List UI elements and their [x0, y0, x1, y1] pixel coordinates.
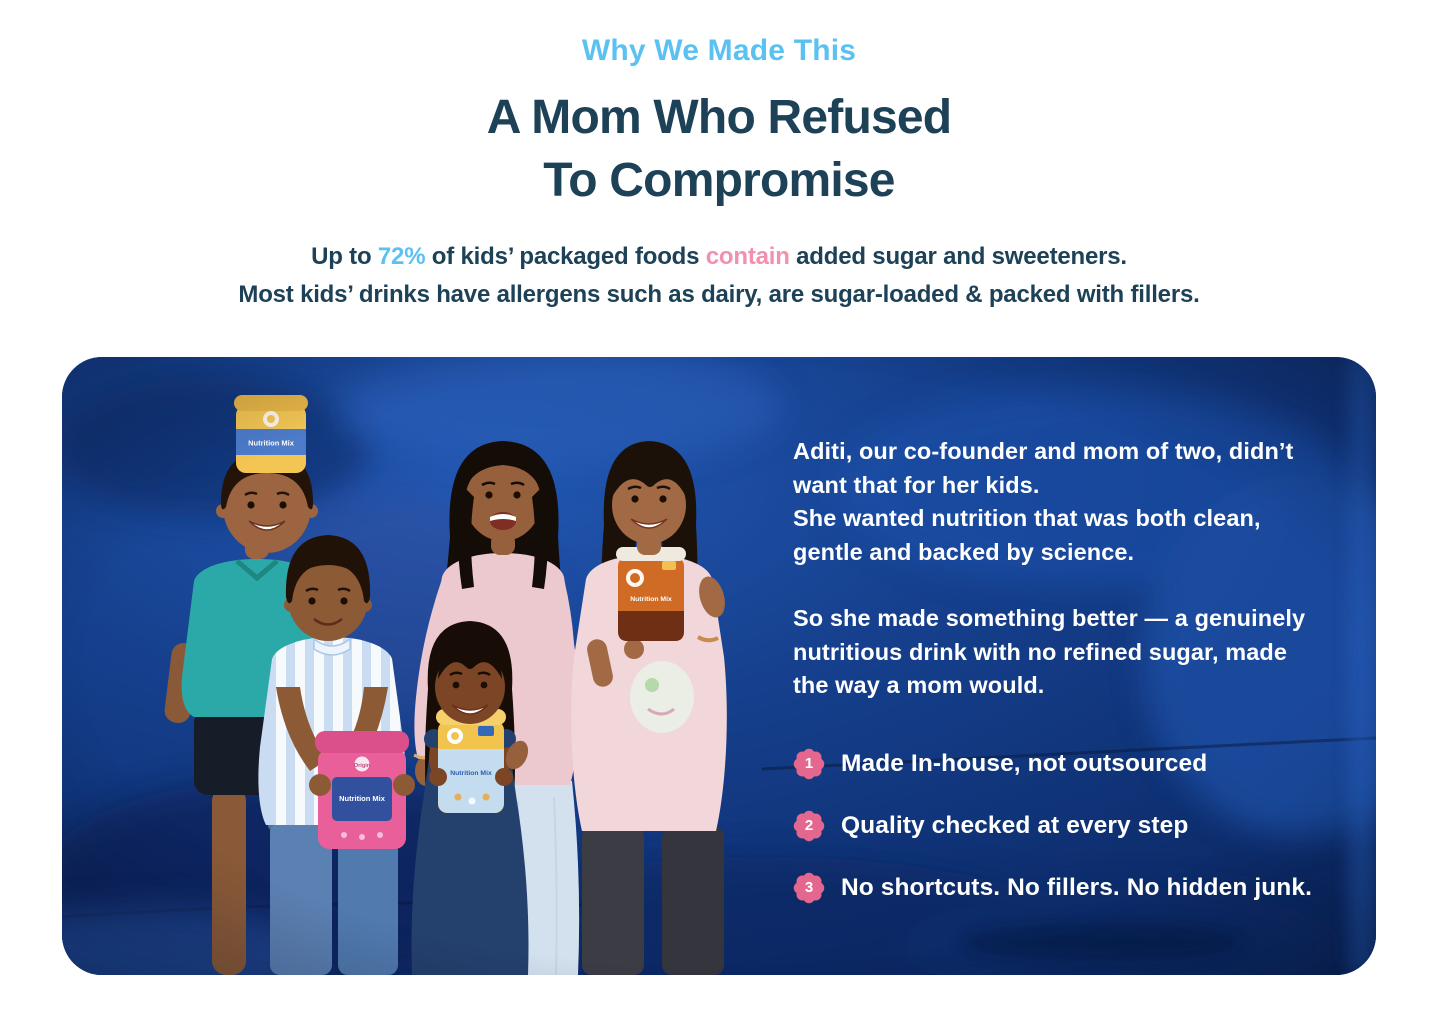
story-p2-line1: So she made something better — a genuinely — [793, 605, 1306, 631]
intro-copy — [0, 238, 1438, 314]
story-paragraph-1 — [793, 435, 1323, 569]
bullet-number: 1 — [804, 755, 814, 772]
story-p2-line2: nutritious drink with no refined sugar, made — [793, 638, 1288, 665]
bullet-label: Made In-house, not outsourced — [841, 749, 1208, 777]
story-p1-line4: gentle and backed by science. — [793, 538, 1135, 565]
bullet-list — [793, 747, 1323, 905]
bullet-badge-1 — [793, 748, 825, 780]
intro-line1-pre: Up to — [311, 243, 378, 270]
intro-line1 — [0, 238, 1438, 276]
story-paragraph-2 — [793, 602, 1323, 703]
bullet-item-2 — [793, 809, 1323, 843]
story-p2-line3: the way a mom would. — [793, 672, 1045, 698]
intro-stat-highlight: 72% — [377, 243, 426, 270]
bullet-badge-2 — [793, 810, 825, 842]
bullet-number: 3 — [804, 879, 814, 896]
story-copy — [793, 435, 1323, 933]
bullet-badge-3 — [793, 872, 825, 904]
bullet-label: No shortcuts. No fillers. No hidden junk. — [841, 873, 1312, 901]
bullet-label: Quality checked at every step — [841, 811, 1189, 839]
section-title — [0, 86, 1438, 212]
intro-line1-post: added sugar and sweeteners. — [789, 243, 1127, 270]
bullet-item-1 — [793, 747, 1323, 781]
story-card — [62, 357, 1376, 975]
bullet-item-3 — [793, 871, 1323, 905]
intro-contain-highlight: contain — [705, 243, 790, 270]
story-p1-line3: She wanted nutrition that was both clean, — [793, 505, 1261, 531]
intro-line1-mid: of kids’ packaged foods — [425, 243, 706, 270]
section-title-line1: A Mom Who Refused — [486, 91, 952, 144]
section-eyebrow: Why We Made This — [581, 34, 857, 67]
intro-line2: Most kids’ drinks have allergens such as dairy, are sugar-loaded & packed with fillers. — [238, 281, 1200, 308]
story-p1-line2: want that for her kids. — [793, 471, 1040, 498]
story-p1-line1: Aditi, our co-founder and mom of two, didn’t — [793, 438, 1294, 464]
section-title-line2: To Compromise — [543, 154, 895, 207]
bullet-number: 2 — [804, 817, 814, 834]
